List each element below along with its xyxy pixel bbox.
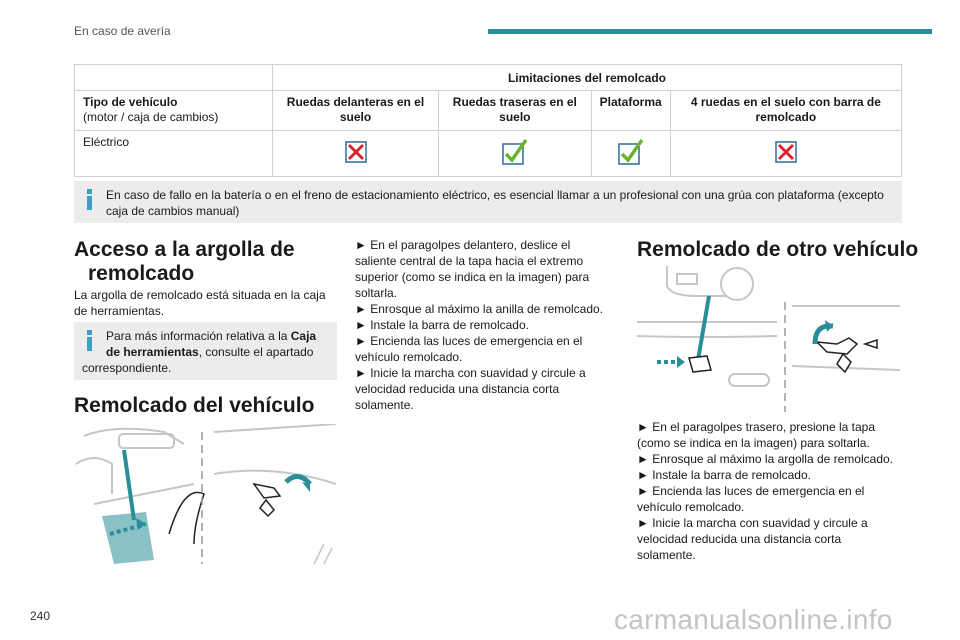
page-number: 240	[30, 609, 51, 623]
section-title-acceso	[74, 238, 344, 286]
table-title: Limitaciones del remolcado	[273, 65, 902, 91]
acceso-text: La argolla de remolcado está situada en la caja de herramientas.	[74, 288, 326, 318]
table-row	[75, 131, 902, 177]
fault-note-text: En caso de fallo en la batería o en el freno de estacionamiento eléctrico, es esencial llamar a un profesional con una grúa con plataforma (excepto caja de cambios manual)	[106, 188, 884, 218]
col-front-wheels: Ruedas delanteras en el suelo	[273, 91, 439, 131]
rear-bumper-illustration	[637, 266, 900, 412]
toolbox-note	[74, 322, 337, 380]
step-text: ► En el paragolpes trasero, presione la tapa (como se indica en la imagen) para soltarla.	[637, 420, 876, 450]
col-platform: Plataforma	[591, 91, 670, 131]
cross-icon	[281, 135, 430, 169]
step-text: ► Instale la barra de remolcado.	[355, 318, 529, 332]
note-text: Para más información relativa a la	[106, 329, 291, 343]
row-label: Eléctrico	[75, 131, 273, 177]
step-text: ► Enrosque al máximo la anilla de remolcado.	[355, 302, 603, 316]
check-icon	[447, 135, 583, 169]
note-text: , consulte el apartado	[198, 345, 314, 359]
header-accent-bar	[488, 29, 932, 34]
step-text: ► Encienda las luces de emergencia en el vehículo remolcado.	[355, 334, 583, 364]
note-link-text: Caja de herramientas	[106, 329, 317, 359]
step-text: ► Inicie la marcha con suavidad y circule a velocidad reducida una distancia corta solamente.	[355, 366, 586, 412]
vehicle-type-label: Tipo de vehículo	[83, 95, 178, 109]
remolcado-otro-steps	[637, 419, 902, 563]
col-four-wheels: 4 ruedas en el suelo con barra de remolcado	[670, 91, 901, 131]
step-text: ► Instale la barra de remolcado.	[637, 468, 811, 482]
note-text: correspondiente.	[82, 361, 172, 375]
watermark: carmanualsonline.info	[614, 604, 893, 635]
title-line: Acceso a la argolla de	[74, 238, 295, 261]
info-icon	[84, 330, 94, 351]
towing-limitations-table	[74, 64, 902, 177]
fault-note	[74, 181, 902, 223]
section-title-remolcado-otro: Remolcado de otro vehículo	[637, 238, 919, 261]
check-icon	[600, 135, 662, 169]
cross-icon	[679, 135, 893, 169]
info-icon	[84, 189, 94, 210]
col-rear-wheels: Ruedas traseras en el suelo	[439, 91, 592, 131]
step-text: ► En el paragolpes delantero, deslice el saliente central de la tapa hacia el extremo superior (como se indica en la imagen) para soltarla.	[355, 238, 590, 300]
title-line: remolcado	[88, 262, 195, 285]
vehicle-type-header	[75, 91, 273, 131]
vehicle-type-sub: (motor / caja de cambios)	[83, 110, 219, 124]
step-text: ► Inicie la marcha con suavidad y circule a velocidad reducida una distancia corta solamente.	[637, 516, 868, 562]
remolcado-vehiculo-steps	[355, 237, 610, 413]
front-bumper-illustration	[74, 424, 336, 570]
section-title-remolcado-vehiculo: Remolcado del vehículo	[74, 394, 315, 417]
step-text: ► Encienda las luces de emergencia en el vehículo remolcado.	[637, 484, 865, 514]
section-header: En caso de avería	[74, 24, 171, 38]
step-text: ► Enrosque al máximo la argolla de remolcado.	[637, 452, 894, 466]
